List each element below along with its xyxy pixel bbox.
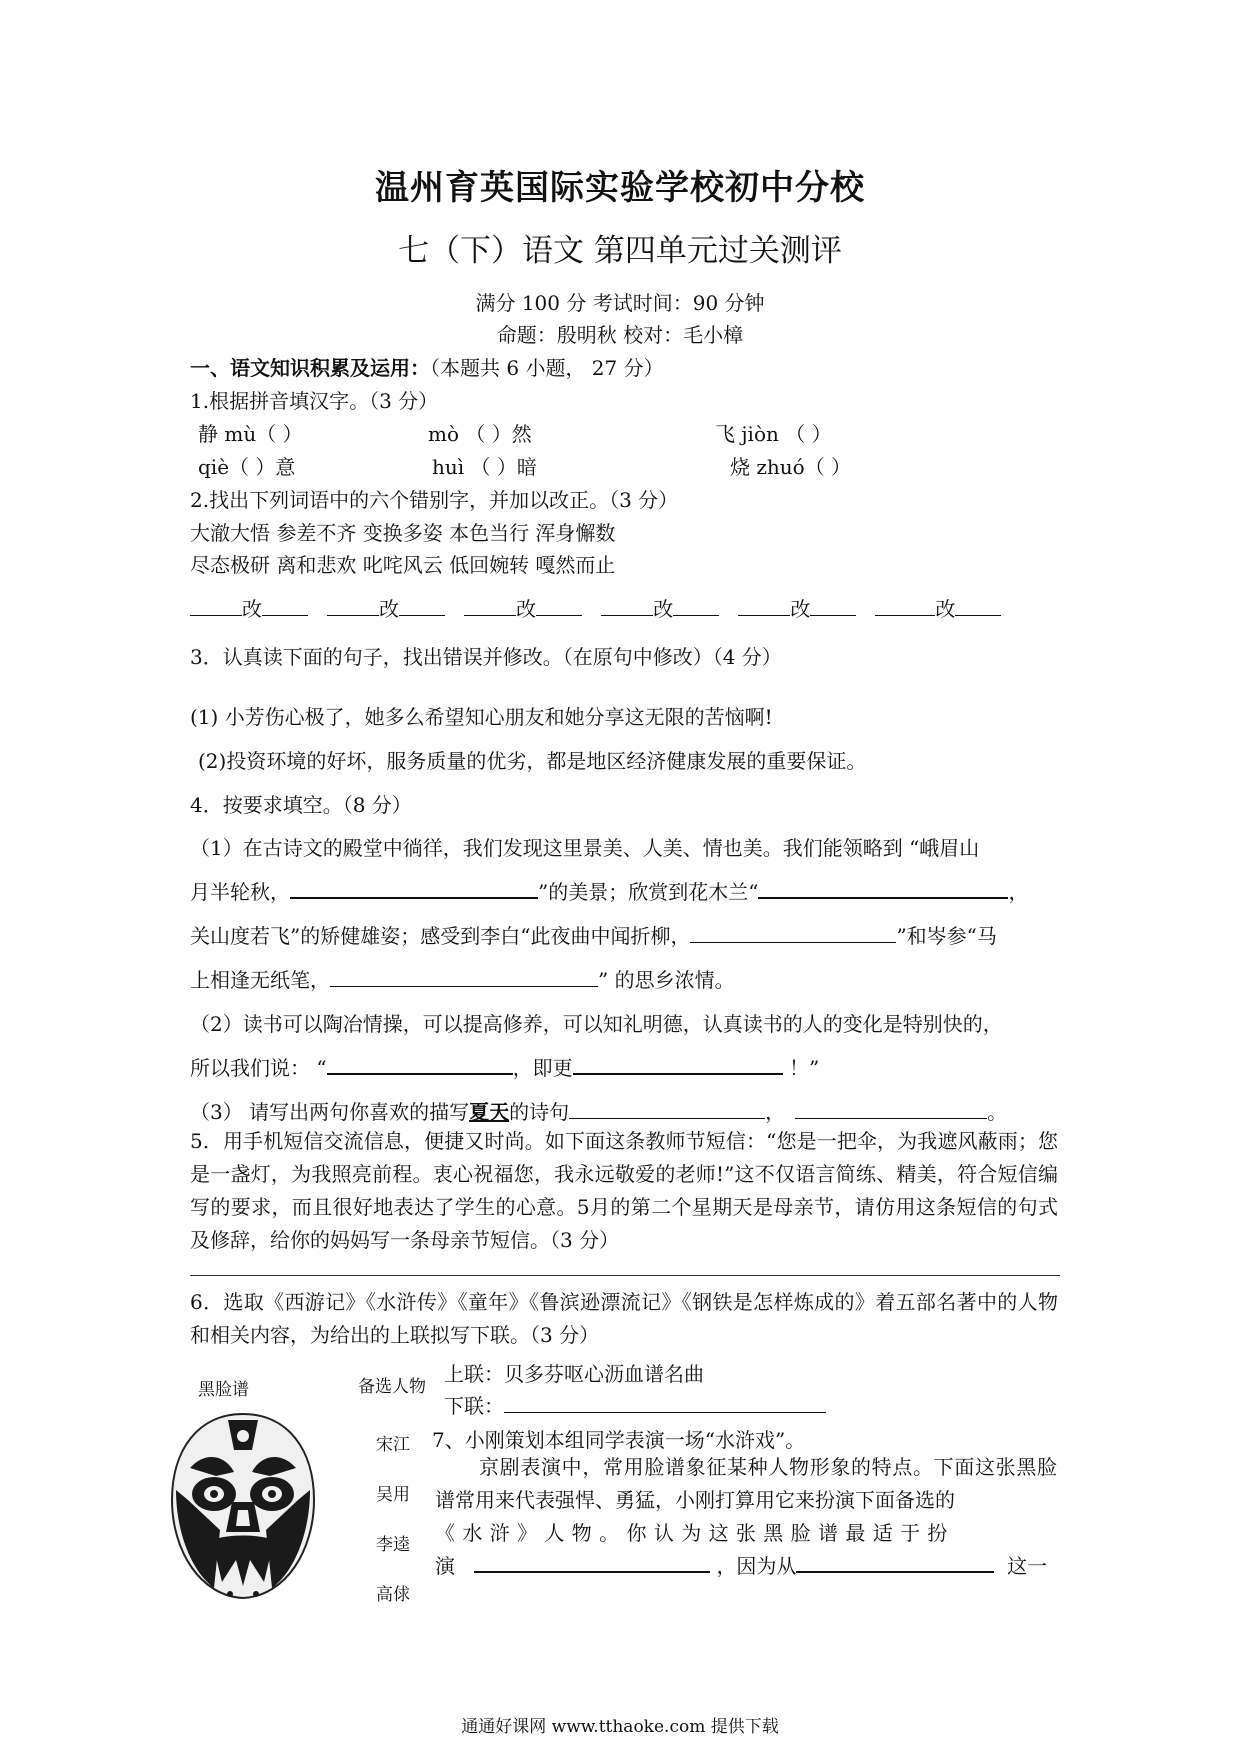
q3-sentence-1: (1) 小芳伤心极了，她多么希望知心朋友和她分享这无限的苦恼啊! xyxy=(190,705,773,729)
candidates-label: 备选人物 xyxy=(358,1377,426,1397)
section-1-note: （本题共 6 小题， 27 分） xyxy=(430,356,664,380)
q6-text: 6．选取《西游记》《水浒传》《童年》《鲁滨逊漂流记》《钢铁是怎样炼成的》着五部名著中的人物和相关内容，为给出的上联拟写下联。（3 分） xyxy=(190,1290,1058,1347)
correction-label: 改 xyxy=(379,597,400,621)
q4-text: ， xyxy=(1008,880,1029,904)
q4-text: ， xyxy=(765,1100,786,1124)
q1-stem: 1.根据拼音填汉字。（3 分） xyxy=(190,389,439,413)
q4-line-3 xyxy=(190,920,997,949)
q4-text: 的诗句 xyxy=(509,1100,570,1124)
q7-text: 演 xyxy=(435,1554,455,1578)
q4-line-5: （2）读书可以陶冶情操，可以提高修养，可以知礼明德，认真读书的人的变化是特别快的， xyxy=(190,1012,1003,1036)
q4-text: 上相逢无纸笔， xyxy=(190,968,330,992)
q1-item: mò （ ）然 xyxy=(428,422,532,446)
q4-line-6 xyxy=(190,1052,819,1081)
answer-blank[interactable] xyxy=(330,966,598,987)
q7-stem: 7、小刚策划本组同学表演一场“水浒戏”。 xyxy=(432,1428,806,1452)
q7-line-3: 《 水 浒 》 人 物 。 你 认 为 这 张 黑 脸 谱 最 适 于 扮 xyxy=(435,1521,948,1545)
black-opera-mask-illustration xyxy=(168,1410,318,1602)
q1-item: 静 mù（ ） xyxy=(198,422,303,446)
candidate-name: 李逵 xyxy=(376,1535,410,1555)
q7-text: ，因为从 xyxy=(716,1554,797,1578)
q4-text: 。 xyxy=(987,1100,1008,1124)
q7-line-4 xyxy=(435,1550,1047,1579)
q6-lower-couplet xyxy=(444,1390,826,1419)
q4-text: ，即更 xyxy=(512,1056,573,1080)
q4-stem: 4．按要求填空。（8 分） xyxy=(190,793,412,817)
answer-blank[interactable] xyxy=(474,1551,710,1573)
q2-words-row2: 尽态极研 离和悲欢 叱咤风云 低回婉转 嘎然而止 xyxy=(190,553,616,577)
q4-text: （3） 请写出两句你喜欢的描写 xyxy=(190,1100,470,1124)
q7-text: 这一 xyxy=(1007,1554,1048,1578)
exam-subtitle: 七（下）语文 第四单元过关测评 xyxy=(398,233,842,269)
q4-line-4 xyxy=(190,964,735,993)
school-title: 温州育英国际实验学校初中分校 xyxy=(375,168,865,208)
q4-line-2 xyxy=(190,876,1028,905)
answer-blank[interactable] xyxy=(573,1053,783,1075)
answer-blank[interactable] xyxy=(796,1551,994,1573)
q4-text: ”的美景；欣赏到花木兰“ xyxy=(538,880,759,904)
mask-label: 黑脸谱 xyxy=(198,1380,249,1400)
answer-blank[interactable] xyxy=(758,877,1008,899)
q4-text: 所以我们说： “ xyxy=(190,1056,327,1080)
q1-item: 烧 zhuó（ ） xyxy=(730,455,852,479)
answer-blank[interactable] xyxy=(690,922,896,943)
q1-item: huì （ ）暗 xyxy=(432,455,537,479)
section-1-heading: 一、语文知识积累及运用： xyxy=(190,356,430,380)
footer-source: 通通好课网 www.tthaoke.com 提供下载 xyxy=(461,1717,779,1737)
answer-line[interactable] xyxy=(190,1275,1060,1276)
answer-blank[interactable] xyxy=(569,1098,765,1119)
correction-label: 改 xyxy=(516,597,537,621)
q6-lower-label: 下联： xyxy=(444,1394,504,1418)
q2-stem: 2.找出下列词语中的六个错别字，并加以改正。（3 分） xyxy=(190,488,679,512)
correction-label: 改 xyxy=(653,597,674,621)
answer-blank[interactable] xyxy=(327,1053,513,1075)
candidate-name: 吴用 xyxy=(376,1485,410,1505)
answer-blank[interactable] xyxy=(290,877,538,899)
q3-sentence-2: (2)投资环境的好坏，服务质量的优劣，都是地区经济健康发展的重要保证。 xyxy=(198,749,867,773)
score-time: 满分 100 分 考试时间：90 分钟 xyxy=(475,291,765,315)
candidate-name: 宋江 xyxy=(376,1435,410,1455)
answer-blank[interactable] xyxy=(795,1098,987,1119)
q1-item: qiè（ ）意 xyxy=(198,455,296,479)
q5-text: 5．用手机短信交流信息，便捷又时尚。如下面这条教师节短信：“您是一把伞，为我遮风蔽雨；您是一盏灯，为我照亮前程。衷心祝福您，我永远敬爱的老师!”这不仅语言简练、精美，符合短信编写的要求，而且很好地表达了学生的心意。5月的第二个星期天是母亲节，请仿用这条短信的句式及修辞，给你的妈妈写一条母亲节短信。（3 分） xyxy=(190,1129,1058,1252)
q7-text: 京剧表演中，常用脸谱象征某种人物形象的特点。下面这张黑脸谱常用来代表强悍、勇猛，小刚打算用它来扮演下面备选的 xyxy=(435,1455,1057,1512)
q4-line-1: （1）在古诗文的殿堂中徜徉，我们发现这里景美、人美、情也美。我们能领略到 “峨眉山 xyxy=(190,836,980,860)
section-1-title xyxy=(190,352,664,381)
q4-text: 月半轮秋， xyxy=(190,880,290,904)
q4-text: 关山度若飞”的矫健雄姿；感受到李白“此夜曲中闻折柳， xyxy=(190,924,691,948)
q4-text: ” 的思乡浓情。 xyxy=(598,968,735,992)
summer-emphasis: 夏天 xyxy=(469,1100,510,1124)
q4-text: ”和岑参“马 xyxy=(896,924,997,948)
correction-label: 改 xyxy=(790,597,811,621)
q4-line-7 xyxy=(190,1096,1007,1125)
q4-text: ！” xyxy=(782,1056,820,1080)
candidate-name: 高俅 xyxy=(376,1585,410,1605)
correction-label: 改 xyxy=(935,597,956,621)
q3-stem: 3．认真读下面的句子，找出错误并修改。（在原句中修改）（4 分） xyxy=(190,645,782,669)
answer-blank[interactable] xyxy=(504,1392,826,1413)
q2-words-row1: 大澈大悟 参差不齐 变换多姿 本色当行 浑身懈数 xyxy=(190,521,616,545)
authors: 命题：殷明秋 校对：毛小樟 xyxy=(496,323,744,347)
correction-label: 改 xyxy=(242,597,262,621)
q1-item: 飞 jiòn （ ） xyxy=(715,422,832,446)
q6-upper-couplet: 上联：贝多芬呕心沥血谱名曲 xyxy=(444,1362,704,1386)
q2-corrections xyxy=(190,593,1001,622)
